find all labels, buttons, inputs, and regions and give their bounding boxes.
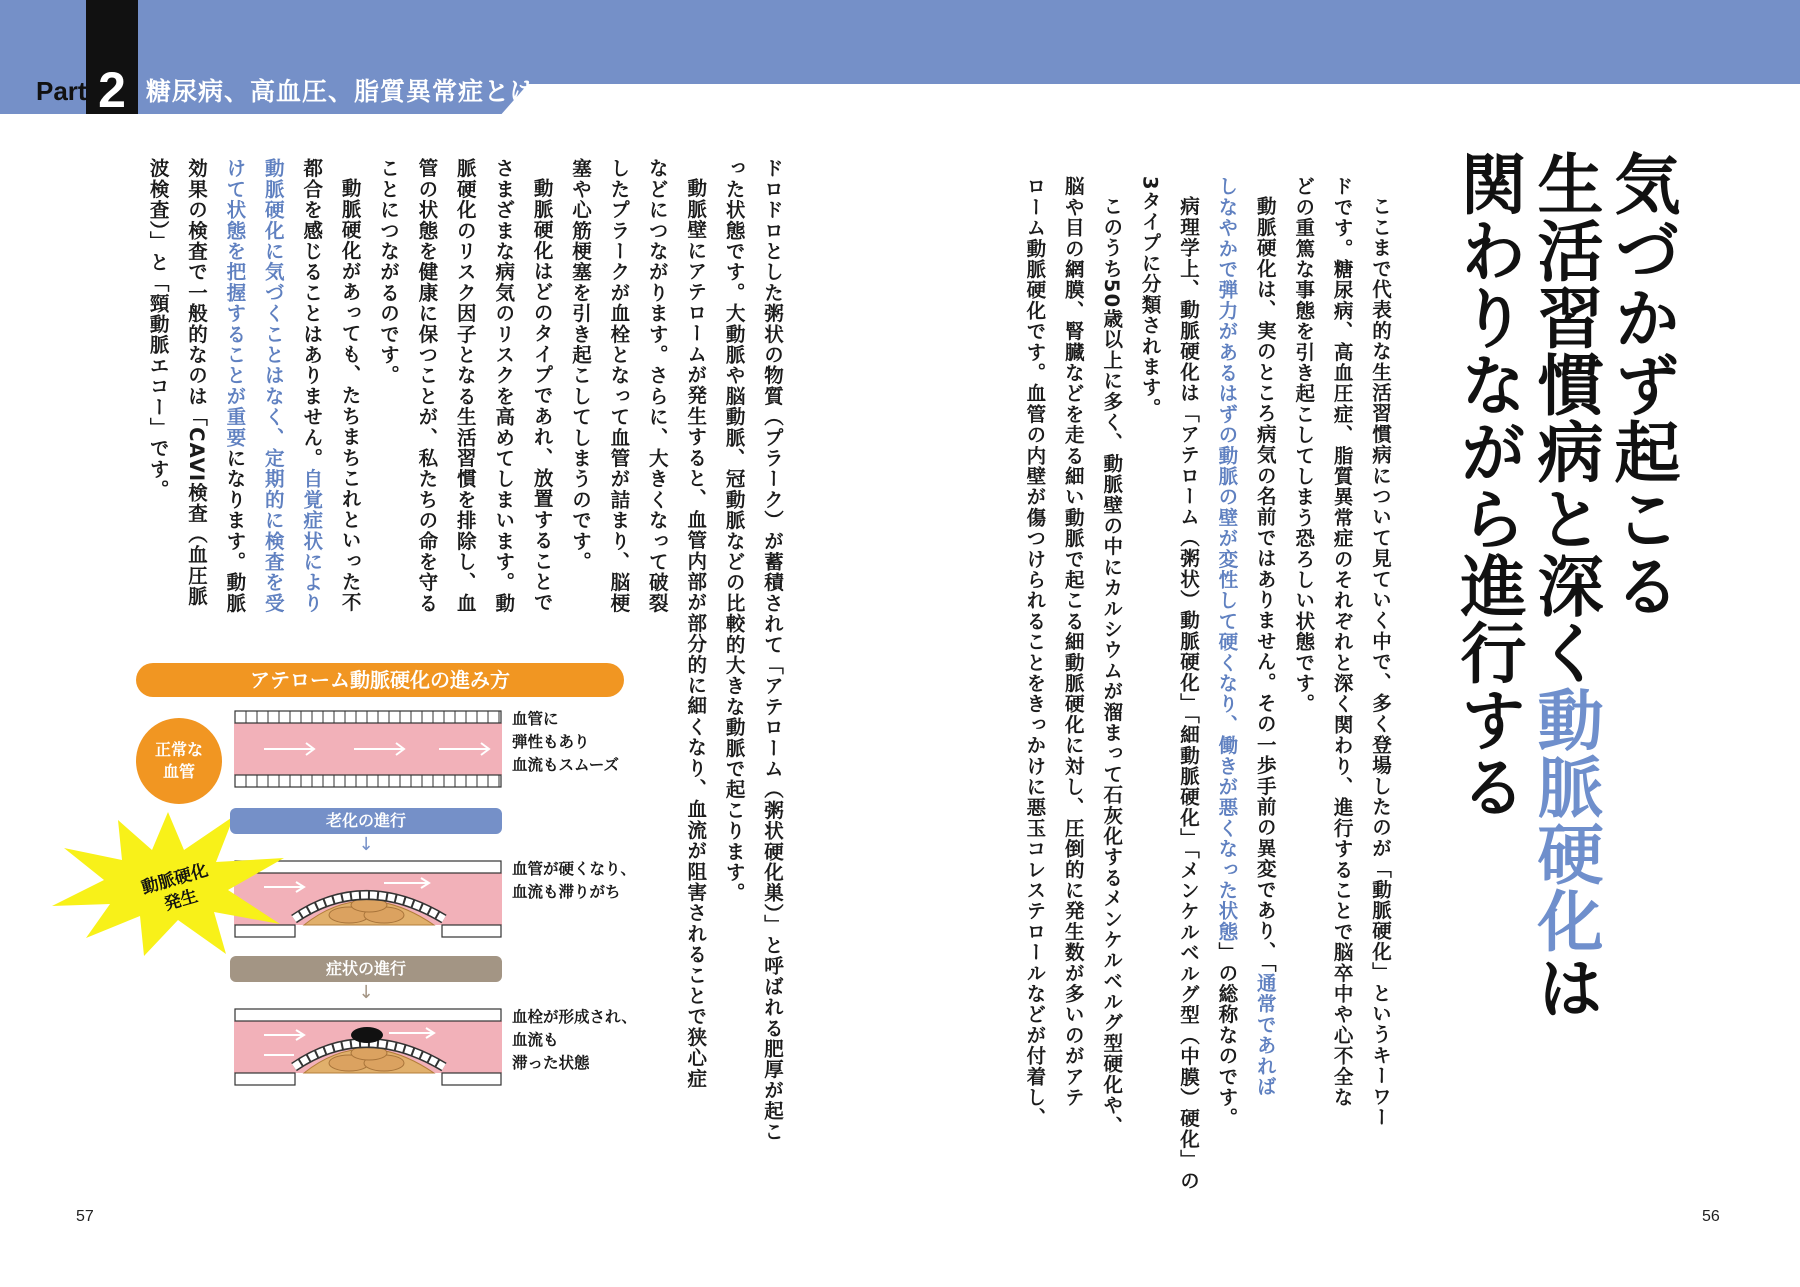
- burst-label: 動脈硬化 発生: [139, 860, 211, 915]
- left-text-column: 動脈壁にアテロームが発生すると、血管内部が部分的に細くなり、血流が阻害されることで狭心症: [684, 178, 708, 1089]
- right-text-column: どの重篤な事態を引き起こしてしまう恐ろしい状態です。: [1292, 176, 1316, 715]
- diagram-title: アテローム動脈硬化の進み方: [136, 663, 624, 697]
- left-text-column: った状態です。大動脈や脳動脈、冠動脈などの比較的大きな動脈で起こります。: [722, 158, 746, 904]
- left-text-column: などにつながります。さらに、大きくなって破裂: [645, 158, 669, 614]
- part-label: Part: [36, 76, 87, 106]
- title-line-3: 関わりながら進行する: [1449, 150, 1526, 820]
- left-text-column: 管の状態を健康に保つことが、私たちの命を守る: [415, 158, 439, 614]
- symptom-progress-bar: 症状の進行: [230, 956, 502, 982]
- normal-vessel-badge: 正常な 血管: [136, 718, 222, 804]
- left-text-column: したプラークが血栓となって血管が詰まり、脳梗: [607, 158, 631, 614]
- title-line-1: 気づかず起こる: [1603, 150, 1680, 619]
- left-text-column: 波検査）」と「頸動脈エコー」です。: [146, 158, 170, 501]
- vessel-thrombus: [234, 1005, 502, 1089]
- part-title: 糖尿病、高血圧、脂質異常症とは: [146, 77, 537, 106]
- left-text-column: 効果の検査で一般的なのは「CAVI検査（血圧脈: [185, 158, 208, 607]
- left-text-column: 塞や心筋梗塞を引き起こしてしまうのです。: [569, 158, 592, 572]
- left-text-column: ことにつながるのです。: [377, 158, 400, 386]
- thrombus: [351, 1027, 383, 1043]
- right-text-column: ローム動脈硬化です。血管の内壁が傷つけられることをきっかけに悪玉コレステロールなどが付着し、: [1023, 176, 1047, 1129]
- right-text-column: ここまで代表的な生活習慣病について見ていく中で、多く登場したのが「動脈硬化」というキーワー: [1369, 196, 1392, 1128]
- right-text-column: ドです。糖尿病、高血圧症、脂質異常症のそれぞれと深く関わり、進行することで脳卒中や心不全な: [1330, 176, 1354, 1108]
- page-number-left: 57: [76, 1208, 94, 1225]
- title-accent: 動脈硬化: [1526, 686, 1603, 954]
- header-band: [0, 0, 1800, 84]
- left-text-column: 動脈硬化はどのタイプであれ、放置することで: [530, 178, 554, 613]
- left-text-column: 動脈硬化に気づくことはなく、定期的に検査を受: [261, 158, 285, 614]
- right-text-column: 脳や目の網膜、腎臓などを走る細い動脈で起こる細動脈硬化に対し、圧倒的に発生数が多いのがアテ: [1061, 176, 1085, 1108]
- page-number-right: 56: [1702, 1208, 1720, 1225]
- stage1-caption: 血管に 弾性もあり 血流もスムーズ: [512, 710, 619, 774]
- vessel-normal: [234, 707, 502, 791]
- left-text-column: さまざまな病気のリスクを高めてしまいます。動: [492, 158, 516, 614]
- right-text-column: このうち50歳以上に多く、動脈壁の中にカルシウムが溜まって石灰化するメンケルベルグ型硬化や、: [1100, 196, 1124, 1137]
- left-text-column: ドロドロとした粥状の物質（プラーク）が蓄積されて「アテローム（粥状硬化巣）」と呼ばれる肥厚が起こ: [761, 158, 784, 1142]
- part-number: 2: [86, 0, 138, 114]
- title-line-2: 生活習慣病と深く動脈硬化は: [1526, 150, 1603, 1021]
- right-text-column: 3タイプに分類されます。: [1138, 176, 1162, 419]
- stage3-caption: 血栓が形成され、 血流も 滞った状態: [512, 1008, 637, 1072]
- left-text-column: 都合を感じることはありません。自覚症状により: [300, 158, 324, 614]
- right-text-column: 病理学上、動脈硬化は「アテローム（粥状）動脈硬化」「細動脈硬化」「メンケルベルグ型（中膜）硬化」の: [1177, 196, 1200, 1191]
- left-text-column: 脈硬化のリスク因子となる生活習慣を排除し、血: [453, 158, 477, 614]
- left-text-column: けて状態を把握することが重要になります。動脈: [223, 158, 247, 614]
- right-text-column: しなやかで弾力があるはずの動脈の壁が変性して硬くなり、働きが悪くなった状態」の総称なのです。: [1215, 176, 1239, 1129]
- main-title: [1450, 150, 1680, 1250]
- stage2-caption: 血管が硬くなり、 血流も滞りがち: [512, 860, 637, 901]
- aging-progress-bar: 老化の進行: [230, 808, 502, 834]
- aging-arrow: ↓: [358, 834, 374, 855]
- symptom-arrow: ↓: [358, 982, 374, 1003]
- left-text-column: 動脈硬化があっても、たちまちこれといった不: [338, 178, 362, 613]
- right-text-column: 動脈硬化は、実のところ病気の名前ではありません。その一歩手前の異変であり、「通常であれば: [1253, 196, 1277, 1098]
